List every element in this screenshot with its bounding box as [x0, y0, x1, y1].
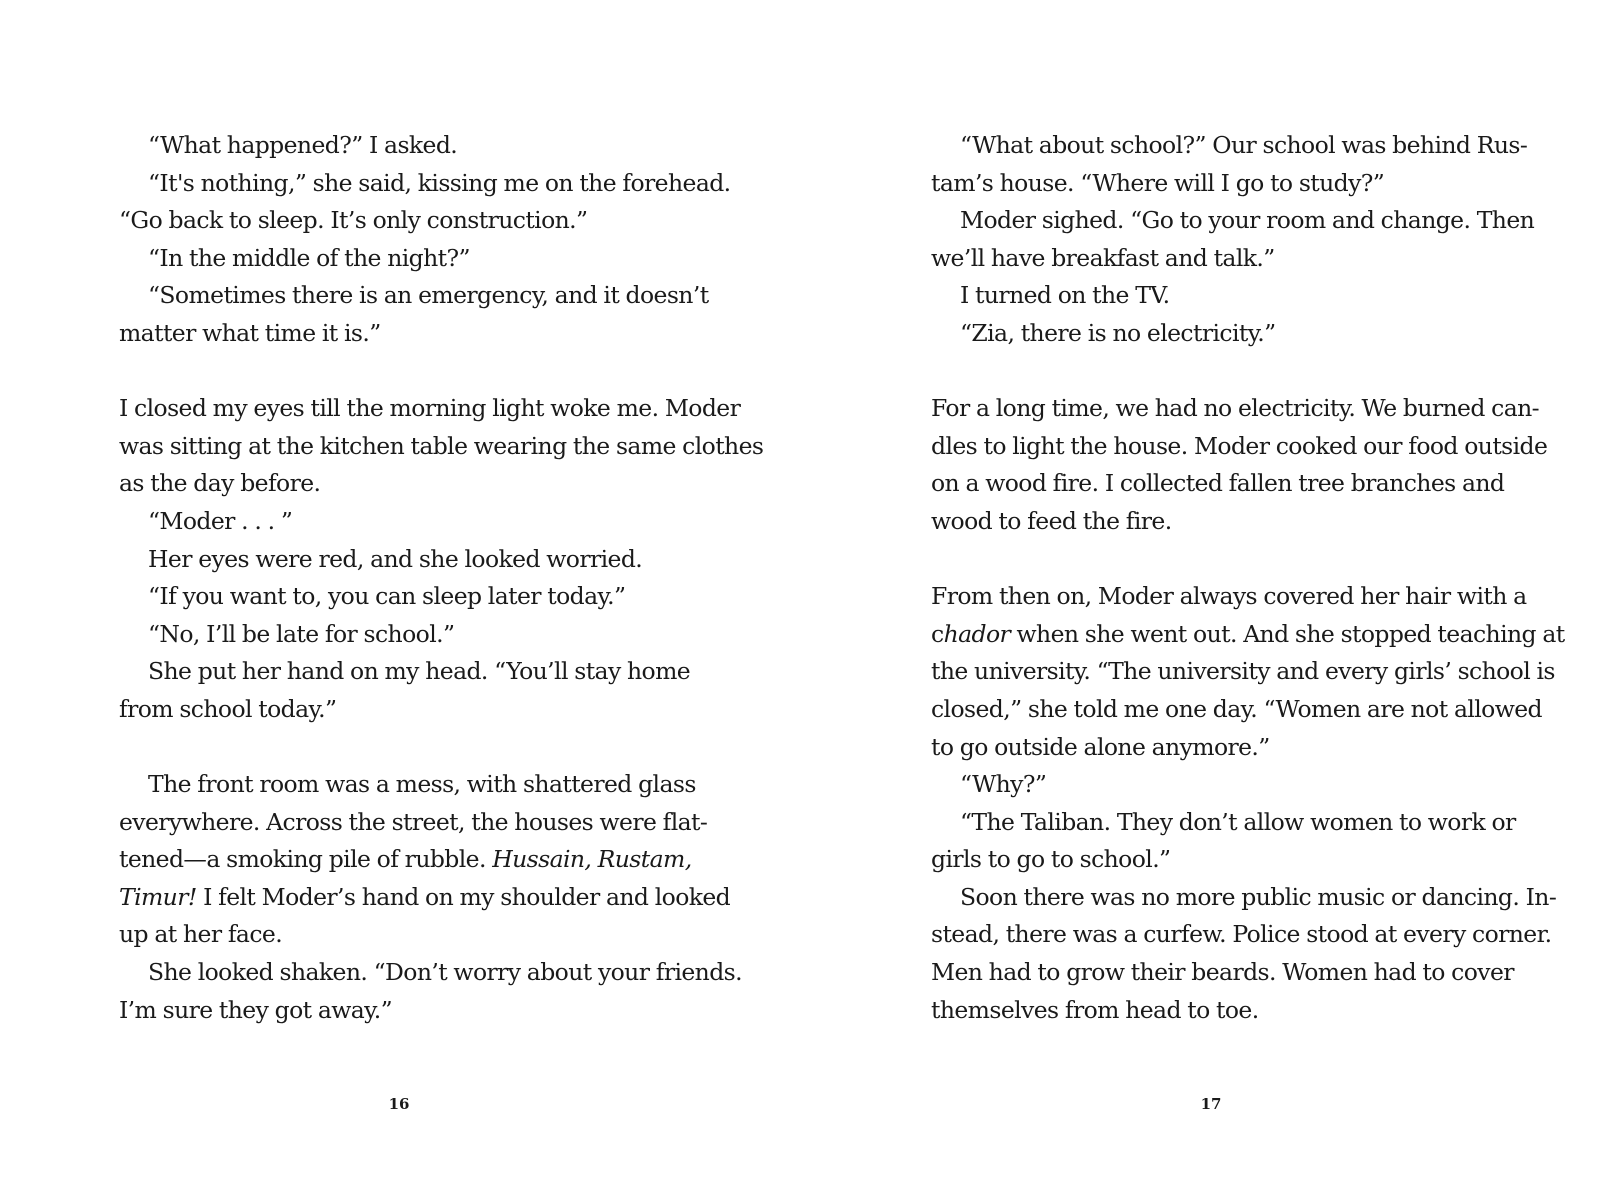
text-line: “Moder . . . ”: [148, 506, 293, 535]
text-line: themselves from head to toe.: [931, 995, 1259, 1024]
text-span: when she went out. And she stopped teaching at: [1016, 619, 1565, 648]
italic-word: hador: [943, 619, 1011, 648]
text-line: [931, 616, 1565, 654]
text-line: The front room was a mess, with shattered glass: [148, 770, 696, 799]
text-line: I closed my eyes till the morning light woke me. Moder: [119, 394, 741, 423]
text-line: I’m sure they got away.”: [119, 995, 393, 1024]
text-line: “What happened?” I asked.: [148, 131, 458, 159]
text-span: c: [931, 619, 944, 648]
text-line: Moder sighed. “Go to your room and change. Then: [960, 206, 1535, 235]
text-line: Her eyes were red, and she looked worried.: [148, 544, 643, 573]
text-line: girls to go to school.”: [931, 845, 1171, 874]
text-line: stead, there was a curfew. Police stood at every corner.: [931, 920, 1552, 949]
text-line: She put her hand on my head. “You’ll stay home: [148, 657, 691, 686]
text-line: “Why?”: [960, 770, 1047, 799]
text-line: was sitting at the kitchen table wearing the same clothes: [119, 431, 764, 460]
text-line: the university. “The university and every girls’ school is: [931, 657, 1555, 686]
text-line: matter what time it is.”: [119, 318, 381, 347]
text-line: “Go back to sleep. It’s only construction.”: [119, 206, 588, 235]
text-line: wood to feed the fire.: [931, 506, 1172, 535]
text-line: from school today.”: [119, 694, 337, 723]
text-line: “It's nothing,” she said, kissing me on the forehead.: [148, 168, 731, 197]
text-line: everywhere. Across the street, the houses were flat-: [119, 807, 708, 836]
text-line: Men had to grow their beards. Women had to cover: [931, 958, 1514, 987]
text-line: “If you want to, you can sleep later today.”: [148, 582, 626, 611]
text-line: For a long time, we had no electricity. We burned can-: [931, 394, 1539, 423]
italic-name: Timur!: [119, 882, 197, 911]
text-line: She looked shaken. “Don’t worry about your friends.: [148, 958, 742, 987]
text-line: “Sometimes there is an emergency, and it doesn’t: [148, 281, 709, 310]
left-page: [119, 127, 764, 1029]
text-line: up at her face.: [119, 920, 283, 949]
page-number-left: 16: [388, 1095, 410, 1113]
page-number-right: 17: [1200, 1095, 1222, 1113]
text-line: as the day before.: [119, 469, 321, 498]
text-line: “The Taliban. They don’t allow women to work or: [960, 807, 1516, 836]
text-span: tened—a smoking pile of rubble.: [119, 845, 486, 874]
text-line: Soon there was no more public music or dancing. In-: [960, 882, 1557, 911]
text-line: closed,” she told me one day. “Women are not allowed: [931, 694, 1542, 723]
text-line: [119, 841, 692, 879]
text-line: “In the middle of the night?”: [148, 243, 470, 272]
text-line: to go outside alone anymore.”: [931, 732, 1270, 761]
italic-names: Hussain, Rustam,: [492, 845, 692, 874]
text-line: on a wood fire. I collected fallen tree branches and: [931, 469, 1505, 498]
right-page: [931, 127, 1565, 1029]
text-line: “No, I’ll be late for school.”: [148, 619, 455, 648]
text-line: tam’s house. “Where will I go to study?”: [931, 168, 1385, 197]
text-line: [119, 879, 731, 917]
text-line: “Zia, there is no electricity.”: [960, 318, 1276, 347]
text-line: From then on, Moder always covered her hair with a: [931, 582, 1527, 611]
text-line: “What about school?” Our school was behind Rus-: [960, 131, 1528, 159]
text-span: I felt Moder’s hand on my shoulder and looked: [203, 882, 731, 911]
text-line: I turned on the TV.: [960, 281, 1170, 310]
text-line: we’ll have breakfast and talk.”: [931, 243, 1275, 272]
text-line: dles to light the house. Moder cooked our food outside: [931, 431, 1548, 460]
